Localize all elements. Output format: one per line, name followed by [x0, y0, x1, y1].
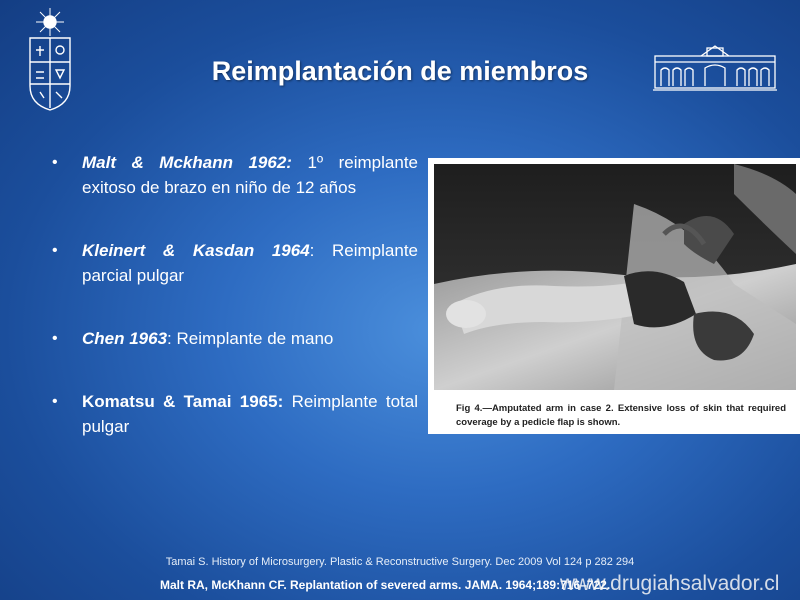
- bullet-list: [52, 150, 418, 439]
- reference-2: Malt RA, McKhann CF. Replantation of severed arms. JAMA. 1964;189:716–722.: [160, 578, 611, 592]
- bullet-item: [52, 326, 418, 351]
- bullet-item: [52, 238, 418, 288]
- bullet-dot-icon: •: [52, 242, 58, 259]
- figure-caption: Fig 4.—Amputated arm in case 2. Extensive loss of skin that required coverage by a pedicle flap is shown.: [456, 403, 786, 428]
- bullet-text: : Reimplante parcial pulgar: [82, 241, 419, 285]
- bullet-item: [52, 389, 418, 439]
- bullet-dot-icon: •: [52, 154, 58, 171]
- bullet-lead: Malt & Mckhann 1962:: [82, 153, 292, 172]
- bullet-item: [52, 150, 418, 200]
- bullet-dot-icon: •: [52, 393, 58, 410]
- reference-1: Tamai S. History of Microsurgery. Plastic & Reconstructive Surgery. Dec 2009 Vol 124 p 282 294: [165, 556, 635, 568]
- slide-title: Reimplantación de miembros: [211, 56, 589, 86]
- bullet-lead: Chen 1963: [82, 329, 168, 348]
- bullet-text: Reimplante total pulgar: [82, 392, 418, 436]
- figure-card: [428, 158, 800, 434]
- bullet-text: 1º reimplante exitoso de brazo en niño de 12 años: [82, 153, 418, 197]
- watermark-url: www.drugiahsalvador.cl: [560, 572, 780, 595]
- clinical-photo: [434, 164, 796, 390]
- bullet-text: : Reimplante de mano: [167, 329, 334, 348]
- bullet-dot-icon: •: [52, 330, 58, 347]
- bullet-lead: Komatsu & Tamai 1965:: [82, 392, 284, 411]
- bullet-lead: Kleinert & Kasdan 1964: [82, 241, 310, 260]
